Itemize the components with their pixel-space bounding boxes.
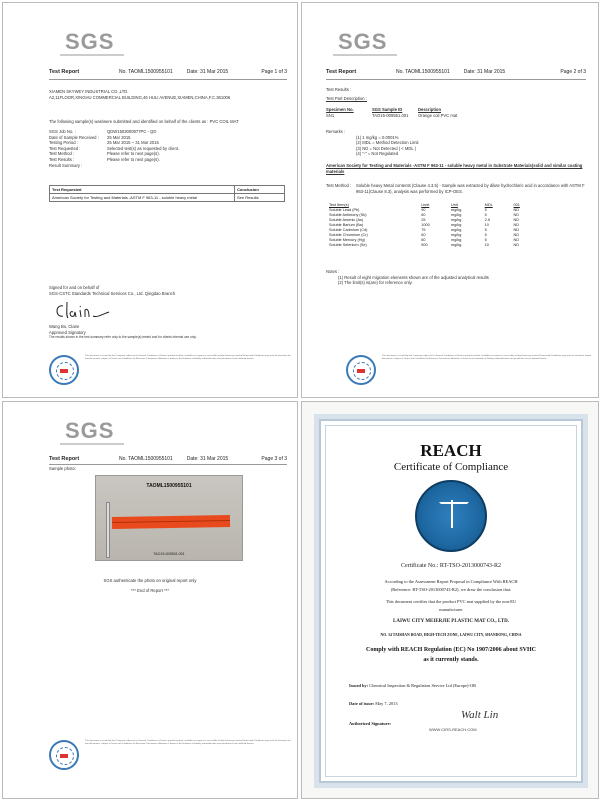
table-cell: Soluble Chromium (Cr)	[329, 233, 368, 237]
certificate-line-4: manufacturer	[439, 607, 463, 612]
table-header: MDL	[484, 203, 493, 207]
table-cell: 90	[421, 208, 426, 212]
results-section	[326, 87, 586, 101]
table-cell: ND	[513, 228, 520, 232]
page-footer	[49, 355, 291, 383]
accreditation-seal-icon	[346, 355, 376, 385]
certificate-line-2: (Reference: RT-TSO-2013000743-R2), we draw the conclusion that:	[390, 587, 512, 592]
table-row	[326, 243, 536, 248]
field-label: Test Method :	[49, 151, 75, 157]
table-header: Test Item(s)	[329, 203, 349, 207]
date-of-issue-label: Date of issue:	[349, 701, 375, 706]
signer-note: The results shown in the test summary refer only to the sample(s) tested and for clients internal use only.	[49, 335, 197, 340]
logo-underline	[333, 54, 397, 56]
accreditation-seal-icon	[49, 740, 79, 770]
standard-title: American Society for Testing and Materials -ASTM F 963-11 - soluble heavy metal in Substrate Materials(solid and similar coating materials	[326, 163, 583, 174]
table-header: 001	[513, 203, 520, 207]
report-number: No. TAOML1500955101	[119, 456, 173, 462]
field-label: Test Requested :	[49, 145, 81, 151]
note-item: (2) The limit(s) is(are) for reference only.	[338, 280, 413, 286]
specimen-cell: Orange coil PVC mat	[418, 112, 458, 118]
issued-by-value: Chemical Inspection & Regulation Service Ltd (Europe)-OR	[369, 683, 477, 688]
report-header	[49, 69, 287, 75]
table-cell: Soluble Barium (Ba)	[329, 223, 363, 227]
certificate-comply-2: as it currently stands.	[423, 657, 479, 663]
report-header	[326, 69, 586, 75]
report-date: Date: 31 Mar 2015	[186, 456, 229, 462]
report-page-2	[301, 2, 599, 398]
date-of-issue-value: May 7, 2013	[375, 701, 398, 706]
specimen-header: Description	[418, 107, 442, 112]
field-label: Test Results :	[49, 156, 75, 162]
table-cell: 60	[421, 238, 426, 242]
table-cell: Soluble Antimony (Sb)	[329, 213, 367, 217]
report-page-1	[2, 2, 298, 398]
sgs-logo: SGS	[65, 29, 115, 54]
photo-label: Sample photo:	[49, 466, 77, 471]
results-label: Test Results :	[326, 87, 352, 92]
logo-underline	[60, 443, 124, 445]
results-table	[326, 203, 536, 248]
page-footer	[346, 355, 592, 383]
notes-label: Notes :	[326, 269, 340, 274]
remark-item: (1) 1 mg/kg = 0.0001%	[356, 134, 399, 140]
report-title: Test Report	[49, 69, 80, 75]
table-cell: ND	[513, 238, 520, 242]
footer-fine-print: This document is issued by the Company subject to its General Conditions of Service printed overleaf, available on request or accessible at http://www.sgs.com/en/Terms-and-Conditions.aspx and, for electronic format documents, subject to Terms and Conditions for Electronic Documents. Attention is drawn to the limitation of liability, indemnification and jurisdiction issues defined therein.	[382, 355, 592, 360]
specimen-cell: SN1	[326, 112, 335, 118]
footer-fine-print: This document is issued by the Company subject to its General Conditions of Service printed overleaf, available on request or accessible at http://www.sgs.com/en/Terms-and-Conditions.aspx and, for electronic format documents, subject to Terms and Conditions for Electronic Documents. Attention is drawn to the limitation of liability, indemnification and jurisdiction issues defined therein.	[85, 740, 291, 745]
table-cell: ND	[513, 233, 520, 237]
table-header: Limit	[421, 203, 430, 207]
report-page-3	[2, 401, 298, 799]
table-cell: mg/kg	[451, 208, 462, 212]
report-number: No. TAOML1500955101	[396, 69, 450, 75]
reach-certificate-panel	[301, 401, 599, 799]
scales-of-justice-emblem-icon	[415, 480, 487, 552]
table-cell: 25	[421, 218, 426, 222]
remark-item: (4) "-" = Not Regulated	[356, 151, 399, 157]
photo-caption-bottom: TAO15-009551.001	[153, 552, 185, 556]
table-cell: 60	[421, 213, 426, 217]
method-block	[326, 183, 586, 194]
certificate-subtitle: Certificate of Compliance	[393, 461, 509, 473]
table-cell: 2.5	[484, 218, 490, 222]
report-title: Test Report	[326, 69, 357, 75]
table-cell: Soluble Selenium (Se)	[329, 243, 367, 247]
signer-name: Wang Bo, Claire	[49, 324, 80, 330]
table-cell: 10	[484, 223, 489, 227]
table-cell: mg/kg	[451, 213, 462, 217]
sgs-logo: SGS	[65, 418, 115, 443]
page-number: Page 1 of 3	[261, 69, 287, 75]
fields-list	[49, 129, 289, 168]
field-value: Please refer to next page(s).	[107, 151, 160, 157]
table-header-row	[50, 186, 285, 194]
remarks-section	[326, 129, 586, 157]
table-cell: mg/kg	[451, 233, 462, 237]
certificate-title: REACH	[420, 441, 482, 460]
table-cell: See Results	[235, 194, 285, 202]
result-summary-label: Result Summary :	[49, 162, 83, 168]
sgs-logo: SGS	[338, 29, 388, 54]
table-cell: mg/kg	[451, 223, 462, 227]
notes-section	[326, 269, 586, 286]
authenticate-note: SGS authenticate the photo on original report only	[103, 578, 197, 583]
client-company: XIAMEN SKYWEY INDUSTRIAL CO.,LTD.	[49, 89, 129, 94]
certificate-address: NO. 34 TAISHAN ROAD, HIGH-TECH ZONE, LAIWU CITY, SHANDONG, CHINA	[380, 633, 522, 637]
report-title: Test Report	[49, 456, 80, 462]
certificate-comply-1: Comply with REACH Regulation (EC) No 1907/2006 about SVHC	[365, 647, 536, 653]
field-value: QDW1503000977PC - QD	[107, 129, 157, 134]
table-cell: ND	[513, 223, 520, 227]
table-cell: 5	[484, 233, 487, 237]
summary-table	[49, 185, 285, 202]
signature-block	[49, 285, 289, 341]
certificate-company: LAIWU CITY MEIERJIE PLASTIC MAT CO., LTD.	[393, 619, 509, 624]
table-cell: ND	[513, 243, 520, 247]
logo-underline	[60, 54, 124, 56]
table-cell: 60	[421, 233, 426, 237]
table-cell: 500	[421, 243, 428, 247]
part-label: Test Part Description :	[326, 95, 367, 101]
field-value: 25 Mar 2015	[107, 134, 131, 140]
table-cell: 5	[484, 228, 487, 232]
table-cell: ND	[513, 208, 520, 212]
field-value: Selected test(s) as requested by client.	[107, 145, 180, 151]
certificate-website: WWW.CIRS-REACH.COM	[429, 727, 477, 732]
date-of-issue-row	[349, 701, 398, 706]
header-divider	[49, 464, 287, 465]
issued-by-row	[349, 683, 476, 688]
remark-item: (2) MDL = Method Detection Limit	[356, 140, 419, 146]
table-cell: 5	[484, 238, 487, 242]
header-divider	[326, 79, 586, 80]
table-cell: 5	[484, 213, 487, 217]
report-header	[49, 456, 287, 462]
sample-photo	[95, 475, 243, 561]
page-number: Page 3 of 3	[261, 456, 287, 462]
authorized-signature: Walt Lin	[461, 709, 499, 721]
field-label: Date of Sample Received :	[49, 134, 99, 140]
authorized-signature-label: Authorized Signature:	[349, 721, 391, 726]
table-header: Test Requested	[50, 186, 235, 194]
footer-fine-print: This document is issued by the Company subject to its General Conditions of Service printed overleaf, available on request or accessible at http://www.sgs.com/en/Terms-and-Conditions.aspx and, for electronic format documents, subject to Terms and Conditions for Electronic Documents. Attention is drawn to the limitation of liability, indemnification and jurisdiction issues defined therein.	[85, 355, 291, 360]
method-text: Soluble heavy Metal contents (Clause 4.3.5) - Sample was extracted by dilute hydrochloric acid in accordance with ASTM F 963-11(Clause 8.3), analysis was performed by ICP-OES.	[356, 183, 585, 194]
note-item: (1) Result of eight migration elements shown are of the adjusted analytical results	[338, 274, 489, 280]
client-address: A2,11FLOOR,XINGHU COMMERCIAL BUILDING,46 HULI AVENUE,XIAMEN,CHINA,F.C.361006	[49, 94, 231, 100]
issued-by-label: Issued by:	[349, 683, 369, 688]
orange-mat-sample	[112, 515, 230, 529]
header-divider	[49, 79, 287, 80]
field-value: 25 Mar 2015 ~ 31 Mar 2015	[107, 140, 159, 146]
remark-item: (3) ND = Not Detected ( < MDL )	[356, 145, 417, 151]
table-cell: mg/kg	[451, 228, 462, 232]
table-cell: 1000	[421, 223, 430, 227]
table-cell: 10	[484, 243, 489, 247]
signed-text: Signed for and on behalf of	[49, 285, 100, 290]
page-footer	[49, 740, 291, 768]
table-cell: 75	[421, 228, 426, 232]
field-label: SGS Job No. :	[49, 129, 76, 134]
page-number: Page 2 of 3	[560, 69, 586, 75]
specimen-header: Specimen No.	[326, 107, 354, 112]
specimen-cell: TAO15-009551.001	[372, 112, 409, 118]
method-label: Test Method :	[326, 183, 352, 188]
table-row	[50, 194, 285, 202]
end-of-report: *** End of Report ***	[131, 588, 169, 593]
report-date: Date: 31 Mar 2015	[463, 69, 506, 75]
intro-text: The following sample(s) was/were submitted and identified on behalf of the clients as : PVC COIL MAT	[49, 119, 239, 124]
signed-org: SGS-CSTC Standards Technical Services Co., Ltd. Qingdao Branch	[49, 290, 176, 296]
certificate-frame	[314, 414, 588, 788]
specimen-row	[326, 113, 586, 119]
table-cell: Soluble Mercury (Hg)	[329, 238, 365, 242]
accreditation-seal-icon	[49, 355, 79, 385]
remarks-label: Remarks :	[326, 129, 346, 134]
table-header: Conclusion	[235, 186, 285, 194]
photo-caption-top: TAOML1500955101	[146, 483, 192, 489]
specimen-table	[326, 107, 586, 118]
certificate-line-3: This document certifies that the product PVC mat supplied by the non-EU	[385, 599, 517, 604]
table-cell: ND	[513, 218, 520, 222]
handwritten-signature	[53, 298, 113, 324]
specimen-header: SGS Sample ID	[372, 107, 403, 112]
field-label: Testing Period :	[49, 140, 78, 146]
report-date: Date: 31 Mar 2015	[186, 69, 229, 75]
certificate-line-1: According to the Assessment Report Proposal in Compliance With REACH	[384, 579, 518, 584]
table-cell: 5	[484, 208, 487, 212]
table-cell: ND	[513, 213, 520, 217]
table-cell: mg/kg	[451, 238, 462, 242]
report-number: No. TAOML1500955101	[119, 69, 173, 75]
client-block	[49, 89, 289, 100]
table-cell: American Society for Testing and Materials -ASTM F 963-11 - soluble heavy metal	[50, 194, 235, 202]
table-cell: Soluble Arsenic (As)	[329, 218, 364, 222]
table-cell: mg/kg	[451, 243, 462, 247]
ruler-icon	[106, 502, 110, 558]
table-cell: mg/kg	[451, 218, 462, 222]
table-cell: Soluble Lead (Pb)	[329, 208, 360, 212]
field-value: Please refer to next page(s).	[107, 156, 160, 162]
certificate-number: Certificate No.: RT-TSO-2013000743-R2	[401, 563, 501, 569]
signer-role: Approved Signatory	[49, 329, 86, 335]
table-header: Unit	[451, 203, 458, 207]
table-cell: Soluble Cadmium (Cd)	[329, 228, 368, 232]
